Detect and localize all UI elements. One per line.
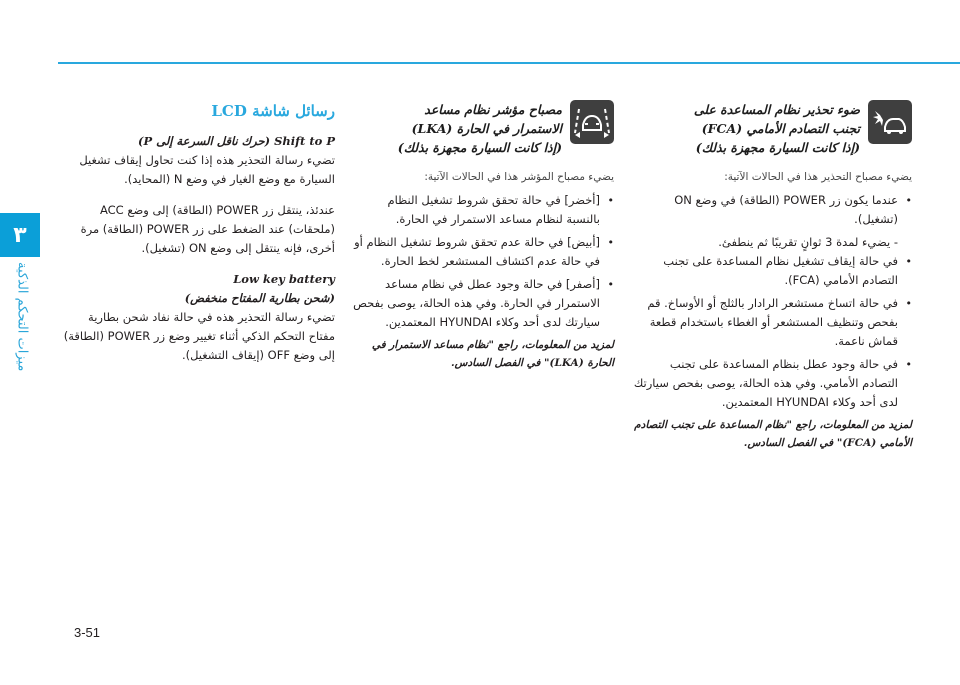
header-rule bbox=[58, 62, 960, 64]
fca-warning-icon bbox=[868, 100, 912, 144]
fca-dash-note: - يضيء لمدة 3 ثوانٍ تقريبًا ثم ينطفئ. bbox=[718, 235, 898, 249]
lka-reference: لمزيد من المعلومات، راجع "نظام مساعد الاستمرار في الحارة (LKA)" في الفصل السادس. bbox=[371, 339, 614, 369]
lka-bullet-3: • [أصفر] في حالة وجود عطل في نظام مساعد الاستمرار في الحارة. وفي هذه الحالة، يوصى بفحص سيارتك لدى أحد وكلاء HYUNDAI المعتمدين. bbox=[352, 275, 614, 332]
lcd-title: رسائل شاشة LCD bbox=[211, 102, 335, 120]
lka-bullet-1: • [أخضر] في حالة تحقق شروط تشغيل النظام بالنسبة لنظام مساعد الاستمرار في الحارة. bbox=[352, 191, 614, 229]
shift-to-p-heading bbox=[60, 132, 335, 151]
shift-to-p-en: Shift to P bbox=[274, 134, 335, 148]
lka-title-line3: (إذا كانت السيارة مجهزة بذلك) bbox=[397, 140, 562, 155]
lka-title-line1: مصباح مؤشر نظام مساعد bbox=[424, 102, 562, 117]
chapter-label-text: ميزات التحكم الذكية bbox=[14, 262, 30, 372]
lka-heading bbox=[352, 100, 614, 157]
fca-bullet-3: • في حالة اتساخ مستشعر الرادار بالثلج أو الأوساخ. قم بفحص وتنظيف المستشعر أو الغطاء باستخدام قطعة قماش ناعمة. bbox=[632, 294, 912, 351]
fca-intro: يضيء مصباح التحذير هذا في الحالات الآتية: bbox=[724, 171, 912, 183]
lcd-section bbox=[60, 100, 335, 377]
page-number: 3-51 bbox=[74, 625, 101, 640]
fca-bullets bbox=[632, 191, 912, 229]
fca-bullet-4: • في حالة وجود عطل بنظام المساعدة على تجنب التصادم الأمامي. وفي هذه الحالة، يوصى بفحص سيارتك لدى أحد وكلاء HYUNDAI المعتمدين. bbox=[632, 355, 912, 412]
low-key-battery-ar: (شحن بطارية المفتاح منخفض) bbox=[184, 291, 335, 305]
lka-bullets bbox=[352, 191, 614, 332]
chapter-label bbox=[4, 262, 40, 412]
fca-title-line1: ضوء تحذير نظام المساعدة على bbox=[693, 102, 860, 117]
fca-bullet-2: • في حالة إيقاف تشغيل نظام المساعدة على تجنب التصادم الأمامي (FCA). bbox=[632, 252, 912, 290]
fca-reference: لمزيد من المعلومات، راجع "نظام المساعدة على تجنب التصادم الأمامي (FCA)" في الفصل السادس. bbox=[634, 419, 912, 449]
lka-title bbox=[352, 100, 562, 157]
fca-section bbox=[632, 100, 912, 452]
fca-title-line2: تجنب التصادم الأمامي (FCA) bbox=[701, 121, 860, 136]
lka-bullet-2: • [أبيض] في حالة عدم تحقق شروط تشغيل النظام أو في حالة عدم اكتشاف المستشعر لخط الحارة. bbox=[352, 233, 614, 271]
fca-title-line3: (إذا كانت السيارة مجهزة بذلك) bbox=[695, 140, 860, 155]
chapter-tab: ٣ bbox=[0, 213, 40, 257]
shift-to-p-para1: تضيء رسالة التحذير هذه إذا كنت تحاول إيقاف تشغيل السيارة مع وضع الغيار في وضع N (المحايد). bbox=[79, 153, 335, 186]
fca-heading bbox=[632, 100, 912, 157]
lka-intro: يضيء مصباح المؤشر هذا في الحالات الآتية: bbox=[424, 171, 614, 183]
lka-title-line2: الاستمرار في الحارة (LKA) bbox=[411, 121, 562, 136]
fca-bullet-1: • عندما يكون زر POWER (الطاقة) في وضع ON (تشغيل). bbox=[632, 191, 912, 229]
fca-title bbox=[632, 100, 860, 157]
fca-bullets-more bbox=[632, 252, 912, 412]
lka-section bbox=[352, 100, 614, 372]
lka-indicator-icon bbox=[570, 100, 614, 144]
lka-indicator-icon-graphic bbox=[573, 105, 611, 139]
low-key-battery-para: تضيء رسالة التحذير هذه في حالة نفاد شحن بطارية مفتاح التحكم الذكي أثناء تغيير وضع زر POWER (الطاقة) إلى وضع OFF (إيقاف التشغيل). bbox=[63, 310, 335, 362]
fca-warning-icon-graphic bbox=[871, 105, 909, 139]
shift-to-p-ar: (حرك ناقل السرعة إلى P) bbox=[138, 134, 271, 148]
low-key-battery-en: Low key battery bbox=[233, 272, 335, 286]
shift-to-p-para2: عندئذ، ينتقل زر POWER (الطاقة) إلى وضع ACC (ملحقات) عند الضغط على زر POWER (الطاقة) مرة أخرى، فإنه ينتقل إلى وضع ON (تشغيل). bbox=[80, 203, 335, 255]
